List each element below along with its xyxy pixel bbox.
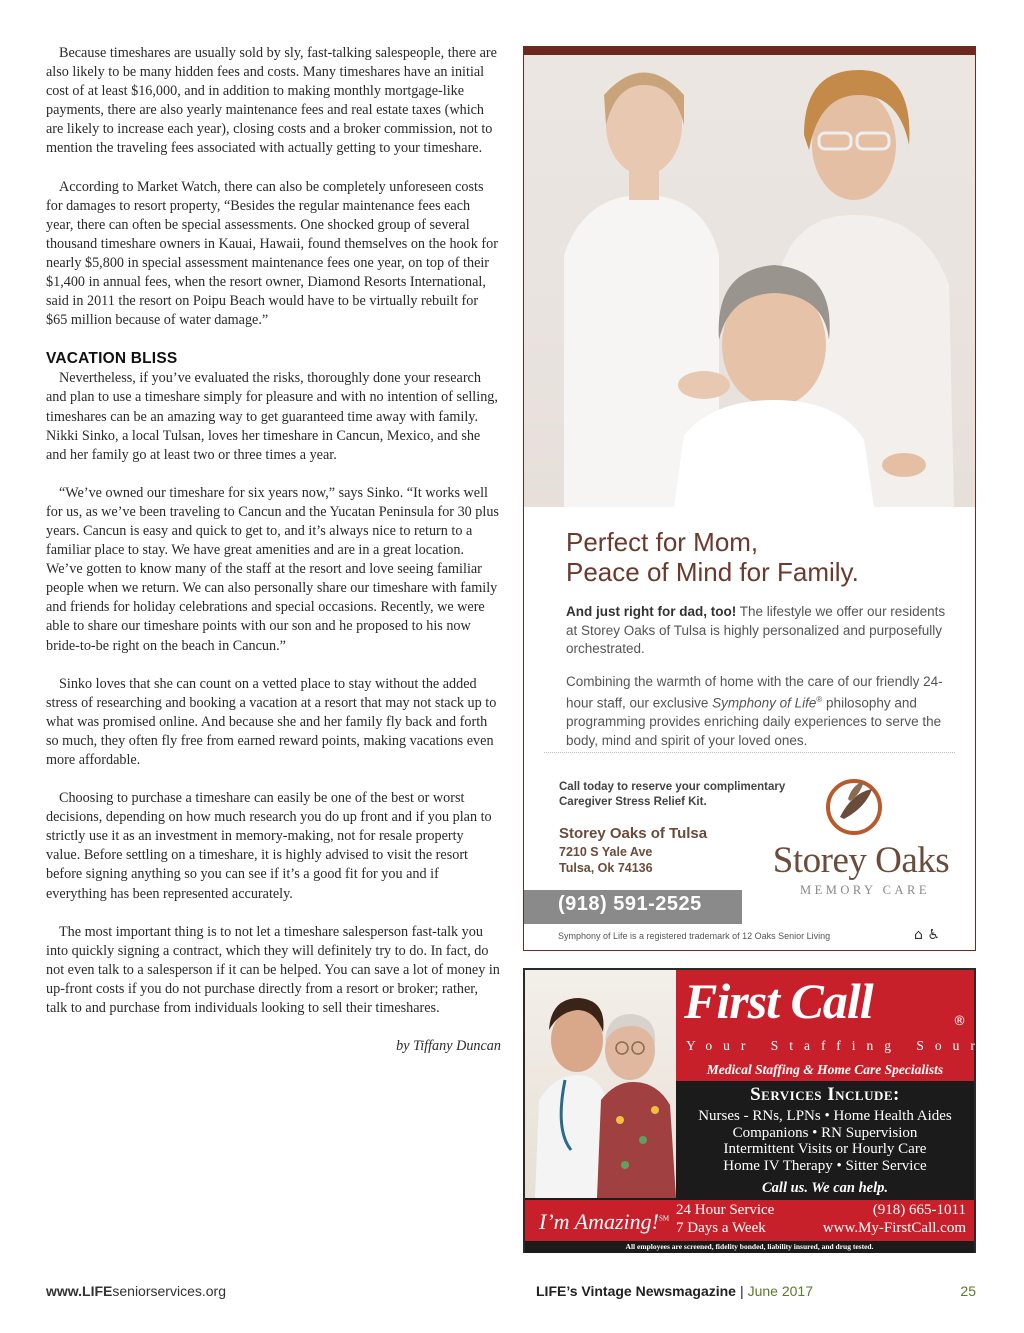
brand-subtitle: MEMORY CARE — [799, 883, 931, 897]
url-rest: seniorservices.org — [112, 1283, 226, 1299]
lead-bold: And just right for dad, too! — [566, 604, 737, 619]
ad-headline — [566, 527, 956, 587]
facility-name: Storey Oaks of Tulsa — [559, 825, 708, 842]
address-block — [559, 825, 707, 876]
article-paragraph: Sinko loves that she can count on a vetted place to stay without the added stress of researching and booking a vacation at a resort that may not stack up to what was promised online. And because she and her family fly back and forth so much, they often fly free from earned reward points, making vacations even more affordable. — [46, 675, 497, 768]
brand-name: Storey Oaks — [772, 840, 950, 881]
registered-mark: ® — [953, 1014, 966, 1029]
ad-lead — [566, 603, 956, 659]
issue-date: June 2017 — [747, 1283, 813, 1299]
im-amazing-slogan — [539, 1209, 669, 1235]
first-call-ad[interactable] — [523, 968, 1020, 1253]
street-address: 7210 S Yale Ave — [559, 845, 653, 859]
separator: | — [739, 1283, 744, 1299]
article-paragraph: “We’ve owned our timeshare for six years now,” says Sinko. “It works well for us, as we’ve been traveling to Cancun and the Yucatan Peninsula for 30 plus years. Cancun is easy and quick to get to, and it’s always nice to return to a familiar place to stay. We have great amenities and are in a great location. We’ve gotten to know many of the staff at the resort and love seeing familiar people when we return. We can also personally share our timeshare with family and friends for holiday celebrations and special occasions. Recently, we were able to share our timeshare points with our son and he proposed to his now bride-to-be right on the beach in Cancun.” — [46, 484, 499, 654]
headline-line-2: Peace of Mind for Family. — [566, 557, 859, 587]
phone-number[interactable]: (918) 591-2525 — [558, 893, 702, 915]
section-heading: VACATION BLISS — [46, 350, 178, 368]
ad-body — [566, 673, 956, 751]
article-paragraph: According to Market Watch, there can also be completely unforeseen costs for damages to resort property, “Besides the regular maintenance fees each year, there can often be special assessments. One shocked group of several thousand timeshare owners in Kauai, Hawaii, found themselves on the hook for nearly $5,800 in special assessment maintenance fees one year, on top of their $1,400 in annual fees, when the resort owner, Diamond Resorts International, said in 2011 the resort on Poipu Beach would have to be virtually rebuilt for $65 million because of water damage.” — [46, 178, 498, 329]
city-address: Tulsa, Ok 74136 — [559, 861, 653, 875]
phone-bar[interactable] — [524, 890, 742, 924]
publication-info — [536, 1283, 813, 1299]
family-photo — [524, 55, 975, 507]
registered-mark: ® — [816, 695, 823, 704]
cta-line-1: Call today to reserve your complimentary — [559, 781, 786, 793]
accessibility-icons: ⌂ ♿ — [914, 927, 940, 943]
first-call-header — [676, 970, 1020, 1070]
headline-line-1: Perfect for Mom, — [566, 527, 759, 557]
call-to-action — [559, 780, 819, 810]
service-line: Home IV Therapy • Sitter Service — [723, 1157, 927, 1174]
phone-number[interactable]: (918) 665-1011 — [872, 1202, 966, 1218]
article-paragraph: The most important thing is to not let a timeshare salesperson fast-talk you into quickly signing a contract, which they will definitely try to do. In fact, do not even talk to a salesperson if it can be helped. You can save a lot of money in up-front costs if you do not purchase directly from a resort or broker; rather, talk to and purchase from individuals looking to sell their timeshares. — [46, 923, 500, 1017]
call-us-text: Call us. We can help. — [762, 1180, 888, 1196]
hours-line-2: 7 Days a Week — [676, 1219, 766, 1236]
service-line: Companions • RN Supervision — [732, 1124, 918, 1141]
family-illustration — [524, 55, 977, 507]
url-bold: www.LIFE — [46, 1283, 113, 1299]
hours-line-1: 24 Hour Service — [676, 1202, 775, 1218]
article-column — [46, 44, 501, 1056]
service-line: Intermittent Visits or Hourly Care — [723, 1141, 927, 1157]
contact-bar — [525, 1200, 974, 1241]
nurse-illustration — [525, 970, 676, 1198]
hours-block — [676, 1202, 774, 1237]
symphony-of-life: Symphony of Life — [712, 695, 817, 711]
body-text-a: Combining the warmth of home with the care of our friendly 24-hour staff, our exclusive — [566, 673, 943, 711]
specialty-line: Medical Staffing & Home Care Specialists — [676, 1062, 974, 1081]
storey-oaks-ad[interactable] — [523, 46, 976, 951]
service-mark: SM — [658, 1214, 670, 1223]
byline: by Tiffany Duncan — [396, 1038, 501, 1055]
lead-text: The lifestyle we offer our residents at Storey Oaks of Tulsa is highly personalized and purposefully orchestrated. — [566, 604, 946, 656]
website-link[interactable]: www.My-FirstCall.com — [822, 1219, 966, 1236]
oak-leaf-logo-icon — [822, 773, 886, 837]
tagline: Your Staffing Source — [686, 1038, 1020, 1053]
article-paragraph: Choosing to purchase a timeshare can easily be one of the best or worst decisions, depending on how much research you do up front and if you plan to strictly use it as an investment in memory-making, not for resale property value. Before settling on a timeshare, it is highly advised to visit the resort before signing anything so you can see if it’s a good fit for you and if everything has been represented accurately. — [46, 790, 492, 902]
first-call-logo: First Call — [684, 973, 873, 1029]
nurse-photo — [525, 970, 676, 1198]
fine-print: All employees are screened, fidelity bonded, liability insured, and drug tested. — [525, 1241, 974, 1253]
services-heading: Services Include: — [750, 1084, 900, 1105]
article-paragraph: Because timeshares are usually sold by sly, fast-talking salespeople, there are also likely to be many hidden fees and costs. Many timeshares have an initial cost of at least $16,000, and in addition to making monthly mortgage-like payments, there are also yearly maintenance fees and real estate taxes (which are likely to increase each year), closing costs and a broker commission, not to mention the traveling fees associated with actually getting to your timeshare. — [46, 45, 497, 157]
ad-top-bar — [524, 47, 975, 55]
article-paragraph: Nevertheless, if you’ve evaluated the risks, thoroughly done your research and plan to use a timeshare simply for pleasure and with no intention of selling, timeshares can be an amazing way to get guaranteed time away with family. Nikki Sinko, a local Tulsan, loves her timeshare in Cancun, Mexico, and she and her family go at least two or three times a year. — [46, 370, 498, 463]
services-block — [676, 1084, 974, 1197]
page-number: 25 — [960, 1283, 976, 1299]
cta-line-2: Caregiver Stress Relief Kit. — [559, 796, 707, 808]
page-footer — [46, 1283, 976, 1303]
contact-block — [823, 1202, 966, 1237]
body-text-b: philosophy and programming provides enriching daily experiences to serve the body, mind and spirit of your loved ones. — [566, 695, 942, 748]
trademark-note: Symphony of Life is a registered trademark of 12 Oaks Senior Living — [558, 931, 831, 941]
ad-copy — [566, 527, 956, 764]
service-line: Nurses - RNs, LPNs • Home Health Aides — [698, 1108, 952, 1124]
dotted-divider — [544, 752, 955, 753]
magazine-name: LIFE’s Vintage Newsmagazine — [536, 1283, 736, 1299]
slogan-text: I’m Amazing! — [539, 1209, 659, 1234]
website-url[interactable] — [46, 1283, 226, 1299]
